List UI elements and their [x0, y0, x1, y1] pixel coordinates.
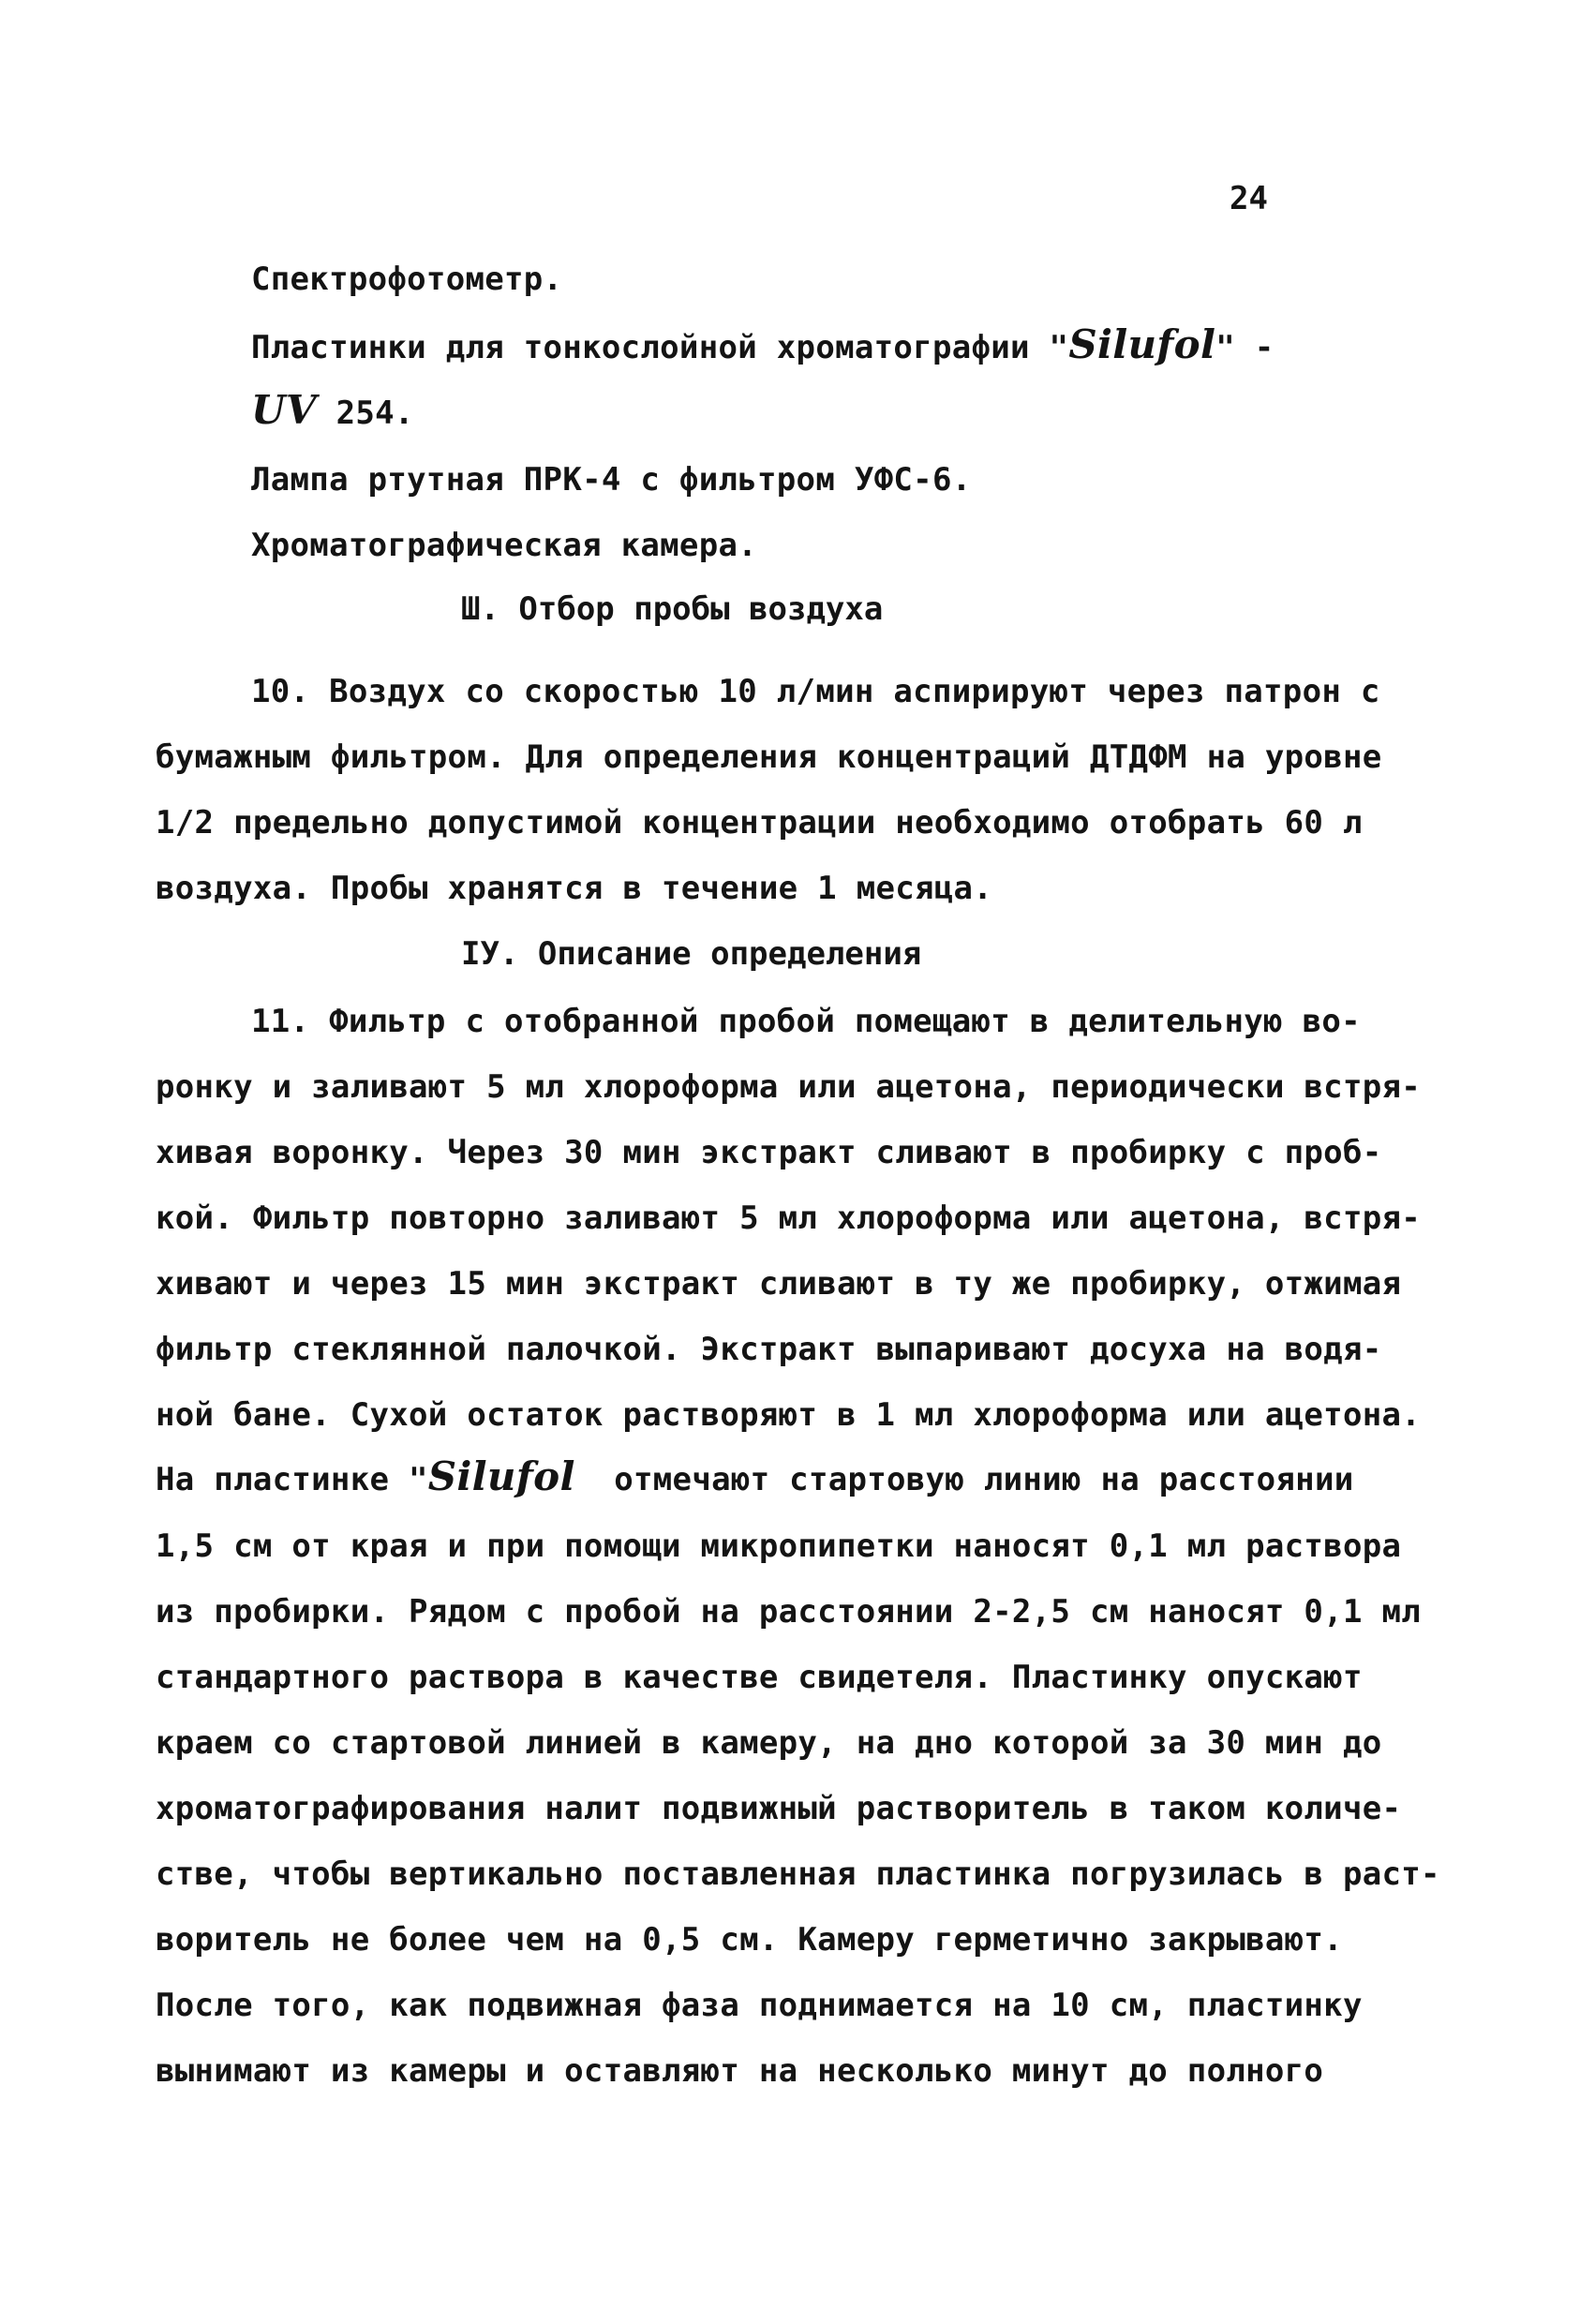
section-3-heading: Ш. Отбор пробы воздуха	[461, 590, 884, 628]
section-3-line-2: бумажным фильтром. Для определения концентраций ДТДФМ на уровне	[156, 738, 1382, 776]
section-4-line-15: воритель не более чем на 0,5 см. Камеру герметично закрывают.	[156, 1921, 1343, 1959]
section-4-heading: IУ. Описание определения	[461, 935, 922, 973]
handwritten-silufol-2: Silufol	[427, 1453, 575, 1499]
handwritten-uv: UV	[251, 387, 317, 433]
section-4-line-7: ной бане. Сухой остаток растворяют в 1 мл хлороформа или ацетона.	[156, 1396, 1422, 1434]
equipment-uv254	[251, 387, 414, 433]
section-4-line-10: из пробирки. Рядом с пробой на расстоянии 2-2,5 см наносят 0,1 мл	[156, 1593, 1422, 1631]
section-4-line-silufol	[156, 1453, 1354, 1499]
handwritten-silufol: Silufol	[1068, 321, 1216, 367]
section-4-line-silufol-b: отмечают стартовую линию на расстоянии	[574, 1461, 1354, 1498]
section-4-line-2: ронку и заливают 5 мл хлороформа или ацетона, периодически встря-	[156, 1068, 1422, 1106]
equipment-chamber: Хроматографическая камера.	[251, 527, 758, 564]
equipment-spectrophotometer: Спектрофотометр.	[251, 261, 563, 298]
equipment-tlc-plates-end: " -	[1215, 329, 1275, 366]
section-4-line-6: фильтр стеклянной палочкой. Экстракт выпаривают досуха на водя-	[156, 1331, 1382, 1368]
equipment-uv254-text: 254.	[316, 395, 414, 432]
section-4-line-5: хивают и через 15 мин экстракт сливают в ту же пробирку, отжимая	[156, 1265, 1402, 1303]
section-4-line-4: кой. Фильтр повторно заливают 5 мл хлороформа или ацетона, встря-	[156, 1199, 1422, 1237]
section-4-line-9: 1,5 см от края и при помощи микропипетки наносят 0,1 мл раствора	[156, 1527, 1402, 1565]
equipment-tlc-plates	[251, 321, 1275, 367]
section-4-line-16: После того, как подвижная фаза поднимается на 10 см, пластинку	[156, 1987, 1363, 2024]
equipment-tlc-plates-text: Пластинки для тонкослойной хроматографии "	[251, 329, 1069, 366]
equipment-mercury-lamp: Лампа ртутная ПРК-4 с фильтром УФС-6.	[251, 461, 972, 499]
page-number: 24	[1230, 180, 1268, 217]
section-4-line-13: хроматографирования налит подвижный растворитель в таком количе-	[156, 1790, 1402, 1827]
section-4-line-3: хивая воронку. Через 30 мин экстракт сливают в пробирку с проб-	[156, 1134, 1382, 1171]
section-3-line-4: воздуха. Пробы хранятся в течение 1 месяца.	[156, 870, 993, 907]
section-4-line-17: вынимают из камеры и оставляют на несколько минут до полного	[156, 2052, 1324, 2090]
section-4-line-14: стве, чтобы вертикально поставленная пластинка погрузилась в раст-	[156, 1855, 1440, 1893]
section-4-line-silufol-a: На пластинке "	[156, 1461, 428, 1498]
section-3-line-1: 10. Воздух со скоростью 10 л/мин аспирируют через патрон с	[251, 673, 1380, 710]
section-4-line-1: 11. Фильтр с отобранной пробой помещают в делительную во-	[251, 1003, 1361, 1040]
section-4-line-12: краем со стартовой линией в камеру, на дно которой за 30 мин до	[156, 1724, 1382, 1762]
section-4-line-11: стандартного раствора в качестве свидетеля. Пластинку опускают	[156, 1659, 1363, 1696]
section-3-line-3: 1/2 предельно допустимой концентрации необходимо отобрать 60 л	[156, 804, 1363, 842]
